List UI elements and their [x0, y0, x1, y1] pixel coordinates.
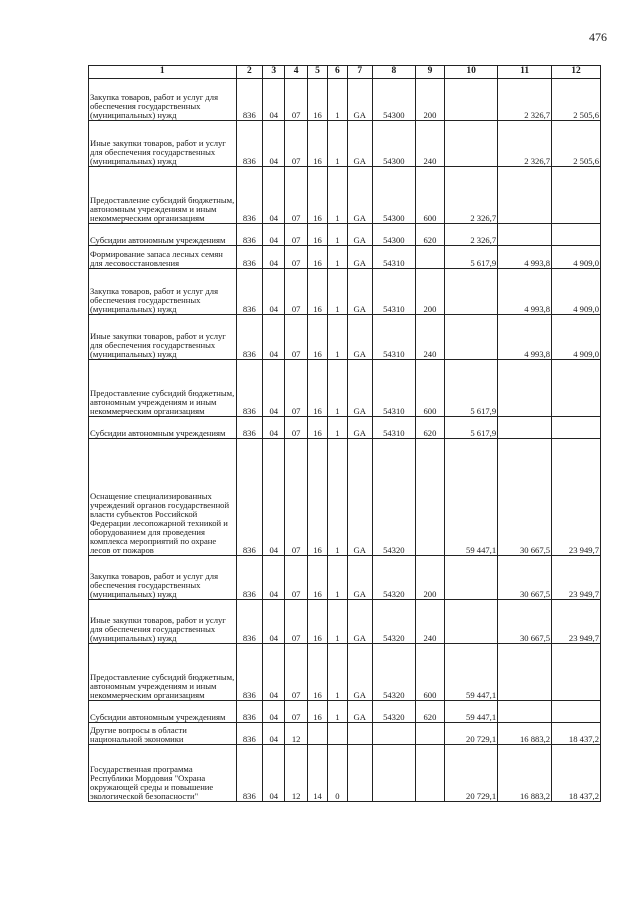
subsection-code: 07 [285, 246, 307, 269]
amount-year-1: 59 447,1 [445, 644, 498, 701]
amount-year-1: 59 447,1 [445, 701, 498, 723]
row-name: Государственная программа Республики Мордовия "Охрана окружающей среды и повышение экологической безопасности" [89, 745, 237, 802]
amount-year-3 [552, 224, 601, 246]
subprogram-code: 1 [328, 121, 347, 167]
subprogram-code: 1 [328, 417, 347, 439]
section-code: 04 [263, 556, 285, 600]
amount-year-1: 5 617,9 [445, 246, 498, 269]
section-code: 04 [263, 246, 285, 269]
expense-code: 54300 [372, 167, 415, 224]
header-row [89, 66, 601, 79]
direction-code: GA [347, 600, 372, 644]
expense-code: 54300 [372, 79, 415, 121]
kved-code: 836 [236, 121, 262, 167]
table-row [89, 723, 601, 745]
direction-code: GA [347, 556, 372, 600]
expense-code: 54300 [372, 224, 415, 246]
expense-code: 54320 [372, 644, 415, 701]
section-code: 04 [263, 224, 285, 246]
amount-year-1: 20 729,1 [445, 745, 498, 802]
amount-year-1 [445, 556, 498, 600]
kved-code: 836 [236, 417, 262, 439]
program-code: 16 [307, 556, 327, 600]
table-row [89, 745, 601, 802]
subsection-code: 07 [285, 701, 307, 723]
amount-year-1 [445, 121, 498, 167]
header-cell: 3 [263, 66, 285, 79]
kved-code: 836 [236, 224, 262, 246]
amount-year-1 [445, 79, 498, 121]
table-row [89, 79, 601, 121]
amount-year-3: 4 909,0 [552, 246, 601, 269]
subprogram-code: 1 [328, 360, 347, 417]
section-code: 04 [263, 644, 285, 701]
page-number: 476 [589, 30, 607, 44]
table-row [89, 121, 601, 167]
amount-year-2: 30 667,5 [498, 556, 552, 600]
subsection-code: 07 [285, 224, 307, 246]
expense-code: 54310 [372, 269, 415, 315]
amount-year-2: 30 667,5 [498, 439, 552, 556]
amount-year-3 [552, 701, 601, 723]
subprogram-code: 1 [328, 556, 347, 600]
expense-code: 54320 [372, 556, 415, 600]
row-name: Предоставление субсидий бюджетным, автономным учреждениям и иным некоммерческим организациям [89, 360, 237, 417]
section-code: 04 [263, 360, 285, 417]
expense-code: 54310 [372, 315, 415, 360]
section-code: 04 [263, 167, 285, 224]
amount-year-2 [498, 360, 552, 417]
subprogram-code: 1 [328, 79, 347, 121]
section-code: 04 [263, 269, 285, 315]
expense-type-code: 240 [415, 315, 445, 360]
direction-code: GA [347, 644, 372, 701]
header-cell: 6 [328, 66, 347, 79]
section-code: 04 [263, 745, 285, 802]
table-row [89, 600, 601, 644]
expense-type-code [415, 246, 445, 269]
row-name: Закупка товаров, работ и услуг для обеспечения государственных (муниципальных) нужд [89, 269, 237, 315]
direction-code: GA [347, 167, 372, 224]
header-cell: 12 [552, 66, 601, 79]
subsection-code: 07 [285, 167, 307, 224]
amount-year-3: 23 949,7 [552, 439, 601, 556]
row-name: Субсидии автономным учреждениям [89, 224, 237, 246]
subprogram-code: 1 [328, 701, 347, 723]
section-code: 04 [263, 723, 285, 745]
table-row [89, 701, 601, 723]
expense-type-code: 240 [415, 600, 445, 644]
subsection-code: 07 [285, 360, 307, 417]
subsection-code: 07 [285, 315, 307, 360]
subprogram-code: 1 [328, 167, 347, 224]
amount-year-3: 23 949,7 [552, 556, 601, 600]
header-cell: 2 [236, 66, 262, 79]
amount-year-3: 23 949,7 [552, 600, 601, 644]
expense-type-code: 200 [415, 556, 445, 600]
direction-code: GA [347, 439, 372, 556]
amount-year-3 [552, 360, 601, 417]
subsection-code: 07 [285, 644, 307, 701]
amount-year-2 [498, 224, 552, 246]
table-row [89, 439, 601, 556]
row-name: Иные закупки товаров, работ и услуг для обеспечения государственных (муниципальных) нужд [89, 121, 237, 167]
amount-year-1: 20 729,1 [445, 723, 498, 745]
section-code: 04 [263, 315, 285, 360]
row-name: Формирование запаса лесных семян для лесовосстановления [89, 246, 237, 269]
subsection-code: 07 [285, 600, 307, 644]
kved-code: 836 [236, 79, 262, 121]
program-code: 16 [307, 600, 327, 644]
expense-code [372, 723, 415, 745]
section-code: 04 [263, 701, 285, 723]
table-body [89, 79, 601, 802]
expense-code: 54300 [372, 121, 415, 167]
program-code: 14 [307, 745, 327, 802]
amount-year-2: 4 993,8 [498, 246, 552, 269]
amount-year-1: 59 447,1 [445, 439, 498, 556]
subprogram-code: 1 [328, 224, 347, 246]
program-code: 16 [307, 439, 327, 556]
subsection-code: 07 [285, 79, 307, 121]
row-name: Иные закупки товаров, работ и услуг для обеспечения государственных (муниципальных) нужд [89, 315, 237, 360]
header-cell: 10 [445, 66, 498, 79]
header-cell: 8 [372, 66, 415, 79]
table-row [89, 246, 601, 269]
row-name: Закупка товаров, работ и услуг для обеспечения государственных (муниципальных) нужд [89, 79, 237, 121]
amount-year-2: 2 326,7 [498, 79, 552, 121]
kved-code: 836 [236, 556, 262, 600]
expense-type-code [415, 723, 445, 745]
direction-code: GA [347, 224, 372, 246]
direction-code: GA [347, 417, 372, 439]
row-name: Другие вопросы в области национальной экономики [89, 723, 237, 745]
direction-code: GA [347, 246, 372, 269]
table-row [89, 417, 601, 439]
amount-year-3: 2 505,6 [552, 121, 601, 167]
subsection-code: 12 [285, 745, 307, 802]
expense-code: 54310 [372, 417, 415, 439]
table-row [89, 315, 601, 360]
expense-type-code: 600 [415, 360, 445, 417]
direction-code: GA [347, 79, 372, 121]
program-code: 16 [307, 167, 327, 224]
table-row [89, 167, 601, 224]
amount-year-1: 2 326,7 [445, 224, 498, 246]
kved-code: 836 [236, 269, 262, 315]
amount-year-2: 16 883,2 [498, 745, 552, 802]
expense-code: 54320 [372, 701, 415, 723]
expense-type-code [415, 745, 445, 802]
header-cell: 1 [89, 66, 237, 79]
direction-code [347, 723, 372, 745]
kved-code: 836 [236, 360, 262, 417]
program-code: 16 [307, 701, 327, 723]
program-code: 16 [307, 121, 327, 167]
subsection-code: 12 [285, 723, 307, 745]
subsection-code: 07 [285, 121, 307, 167]
amount-year-2 [498, 701, 552, 723]
program-code: 16 [307, 246, 327, 269]
amount-year-2: 16 883,2 [498, 723, 552, 745]
subprogram-code: 1 [328, 315, 347, 360]
expense-type-code: 240 [415, 121, 445, 167]
amount-year-3 [552, 417, 601, 439]
amount-year-2 [498, 644, 552, 701]
budget-table [88, 65, 601, 802]
program-code [307, 723, 327, 745]
amount-year-2: 4 993,8 [498, 315, 552, 360]
amount-year-1: 5 617,9 [445, 417, 498, 439]
expense-type-code: 600 [415, 167, 445, 224]
expense-type-code: 620 [415, 701, 445, 723]
amount-year-3: 2 505,6 [552, 79, 601, 121]
section-code: 04 [263, 79, 285, 121]
amount-year-3: 18 437,2 [552, 723, 601, 745]
expense-type-code: 600 [415, 644, 445, 701]
program-code: 16 [307, 269, 327, 315]
direction-code [347, 745, 372, 802]
row-name: Закупка товаров, работ и услуг для обеспечения государственных (муниципальных) нужд [89, 556, 237, 600]
direction-code: GA [347, 315, 372, 360]
section-code: 04 [263, 121, 285, 167]
expense-type-code: 200 [415, 79, 445, 121]
table-row [89, 556, 601, 600]
kved-code: 836 [236, 167, 262, 224]
row-name: Предоставление субсидий бюджетным, автономным учреждениям и иным некоммерческим организациям [89, 167, 237, 224]
section-code: 04 [263, 417, 285, 439]
row-name: Субсидии автономным учреждениям [89, 701, 237, 723]
subprogram-code: 0 [328, 745, 347, 802]
table-row [89, 224, 601, 246]
direction-code: GA [347, 360, 372, 417]
header-cell: 9 [415, 66, 445, 79]
kved-code: 836 [236, 439, 262, 556]
amount-year-3: 18 437,2 [552, 745, 601, 802]
table-row [89, 360, 601, 417]
amount-year-3 [552, 644, 601, 701]
kved-code: 836 [236, 644, 262, 701]
expense-code: 54310 [372, 360, 415, 417]
amount-year-3 [552, 167, 601, 224]
row-name: Оснащение специализированных учреждений органов государственной власти субъектов Российской Федерации лесопожарной техникой и оборудованием для проведения комплекса мероприятий по охране лесов от пожаров [89, 439, 237, 556]
kved-code: 836 [236, 745, 262, 802]
subsection-code: 07 [285, 417, 307, 439]
row-name: Субсидии автономным учреждениям [89, 417, 237, 439]
direction-code: GA [347, 701, 372, 723]
program-code: 16 [307, 644, 327, 701]
program-code: 16 [307, 417, 327, 439]
amount-year-2: 30 667,5 [498, 600, 552, 644]
subprogram-code: 1 [328, 246, 347, 269]
subprogram-code: 1 [328, 439, 347, 556]
kved-code: 836 [236, 246, 262, 269]
program-code: 16 [307, 315, 327, 360]
direction-code: GA [347, 121, 372, 167]
expense-code: 54320 [372, 600, 415, 644]
direction-code: GA [347, 269, 372, 315]
expense-type-code: 200 [415, 269, 445, 315]
subsection-code: 07 [285, 556, 307, 600]
kved-code: 836 [236, 315, 262, 360]
table-row [89, 644, 601, 701]
section-code: 04 [263, 600, 285, 644]
amount-year-2 [498, 417, 552, 439]
subprogram-code: 1 [328, 269, 347, 315]
header-cell: 11 [498, 66, 552, 79]
subsection-code: 07 [285, 269, 307, 315]
amount-year-1: 5 617,9 [445, 360, 498, 417]
expense-type-code: 620 [415, 417, 445, 439]
kved-code: 836 [236, 723, 262, 745]
subprogram-code: 1 [328, 644, 347, 701]
amount-year-1 [445, 315, 498, 360]
amount-year-1 [445, 600, 498, 644]
amount-year-3: 4 909,0 [552, 269, 601, 315]
program-code: 16 [307, 224, 327, 246]
table-row [89, 269, 601, 315]
row-name: Иные закупки товаров, работ и услуг для обеспечения государственных (муниципальных) нужд [89, 600, 237, 644]
program-code: 16 [307, 79, 327, 121]
expense-code [372, 745, 415, 802]
kved-code: 836 [236, 600, 262, 644]
section-code: 04 [263, 439, 285, 556]
amount-year-1 [445, 269, 498, 315]
program-code: 16 [307, 360, 327, 417]
header-cell: 5 [307, 66, 327, 79]
header-cell: 4 [285, 66, 307, 79]
subprogram-code [328, 723, 347, 745]
amount-year-2 [498, 167, 552, 224]
header-cell: 7 [347, 66, 372, 79]
amount-year-1: 2 326,7 [445, 167, 498, 224]
expense-code: 54310 [372, 246, 415, 269]
amount-year-3: 4 909,0 [552, 315, 601, 360]
expense-code: 54320 [372, 439, 415, 556]
expense-type-code: 620 [415, 224, 445, 246]
row-name: Предоставление субсидий бюджетным, автономным учреждениям и иным некоммерческим организациям [89, 644, 237, 701]
kved-code: 836 [236, 701, 262, 723]
expense-type-code [415, 439, 445, 556]
amount-year-2: 4 993,8 [498, 269, 552, 315]
subsection-code: 07 [285, 439, 307, 556]
amount-year-2: 2 326,7 [498, 121, 552, 167]
subprogram-code: 1 [328, 600, 347, 644]
